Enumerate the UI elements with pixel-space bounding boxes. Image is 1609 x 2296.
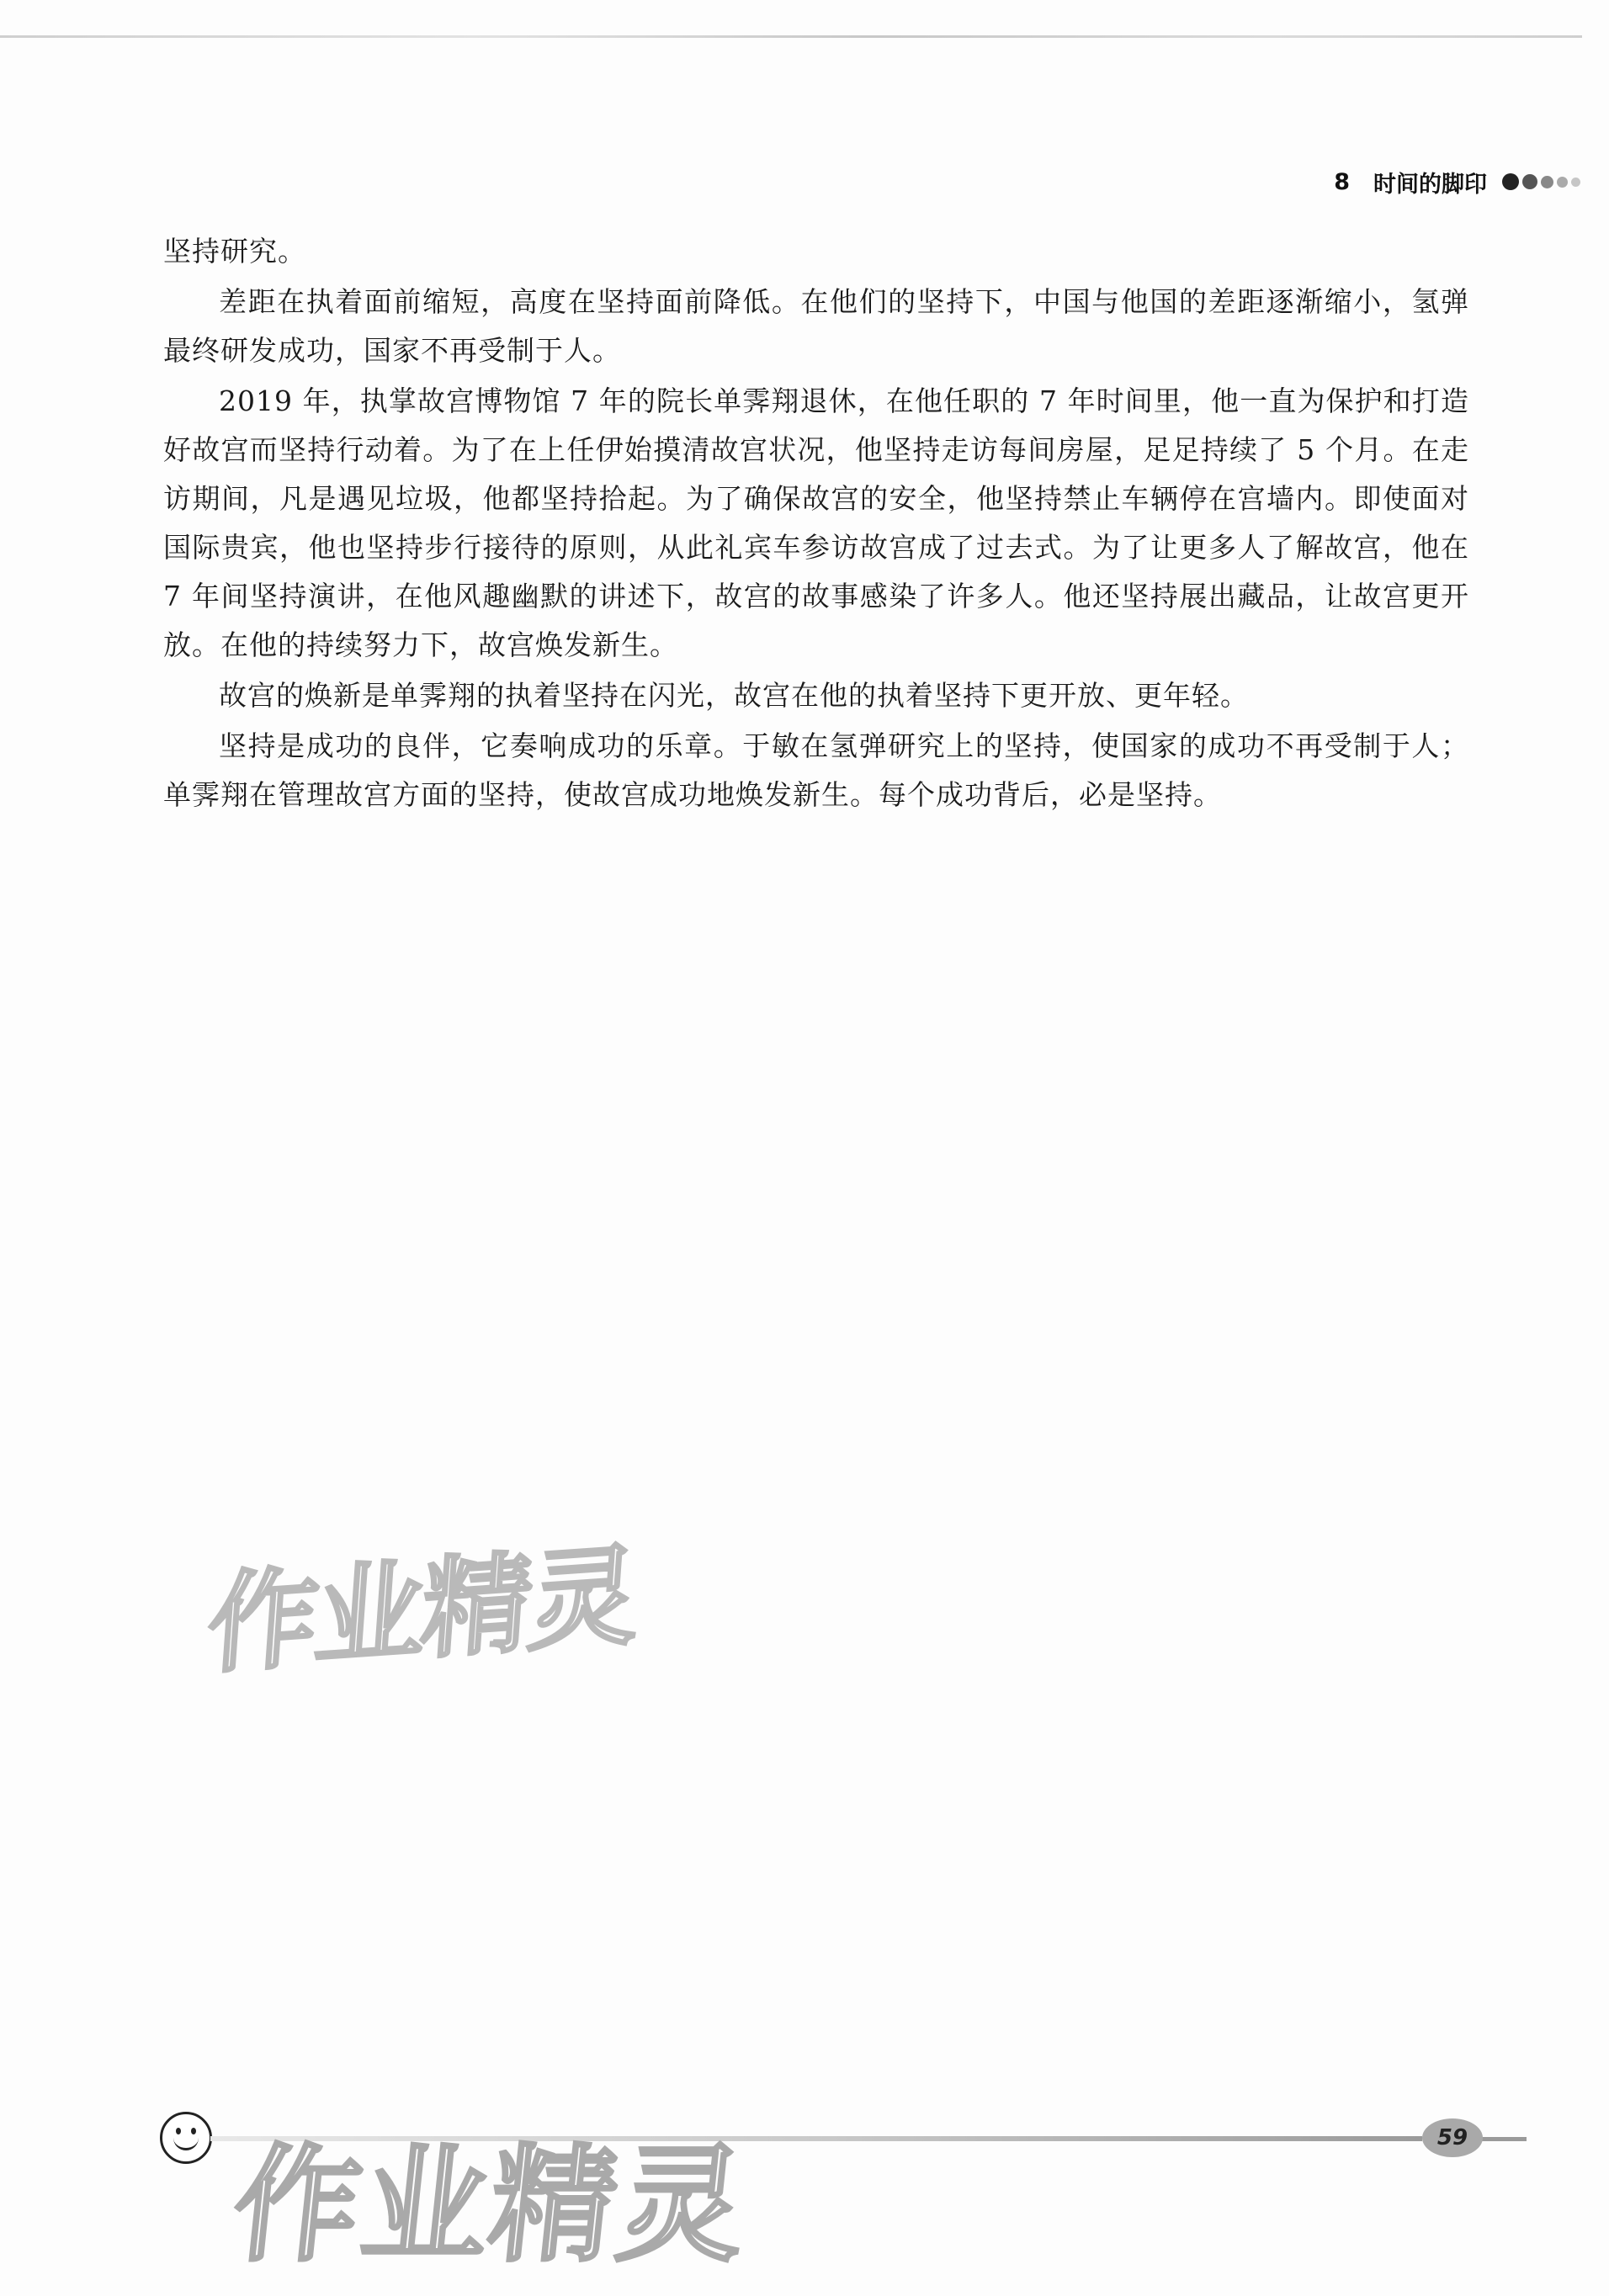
- smiley-icon: [160, 2112, 212, 2164]
- watermark-bottom: 作业精灵: [226, 2133, 754, 2279]
- watermark-middle: 作业精灵: [204, 1531, 640, 1689]
- bottom-rule-tail: [1481, 2137, 1527, 2141]
- paragraph: 差距在执着面前缩短，高度在坚持面前降低。在他们的坚持下，中国与他国的差距逐渐缩小，氢弹最终研发成功，国家不再受制于人。: [163, 285, 1469, 367]
- header-dots-decoration: [1502, 173, 1580, 190]
- top-rule: [0, 35, 1582, 38]
- paragraph: 坚持是成功的良伴，它奏响成功的乐章。于敏在氢弹研究上的坚持，使国家的成功不再受制于人；单霁翔在管理故宫方面的坚持，使故宫成功地焕发新生。每个成功背后，必是坚持。: [163, 729, 1469, 811]
- body-text: [163, 227, 1469, 821]
- paragraph: 2019 年，执掌故宫博物馆 7 年的院长单霁翔退休，在他任职的 7 年时间里，他一直为保护和打造好故宫而坚持行动着。为了在上任伊始摸清故宫状况，他坚持走访每间房屋，足足持续了 5 个月。在走访期间，凡是遇见垃圾，他都坚持拾起。为了确保故宫的安全，他坚持禁止车辆停在宫墙内。即使面对国际贵宾，他也坚持步行接待的原则，从此礼宾车参访故宫成了过去式。为了让更多人了解故宫，他在 7 年间坚持演讲，在他风趣幽默的讲述下，故宫的故事感染了许多人。他还坚持展出藏品，让故宫更开放。在他的持续努力下，故宫焕发新生。: [163, 384, 1469, 661]
- chapter-number: 8: [1334, 168, 1350, 195]
- paragraph: 故宫的焕新是单霁翔的执着坚持在闪光，故宫在他的执着坚持下更开放、更年轻。: [219, 679, 1249, 712]
- page-number: 59: [1422, 2118, 1483, 2157]
- paragraph: 坚持研究。: [163, 235, 306, 268]
- chapter-title: 时间的脚印: [1373, 171, 1487, 198]
- running-head: [1334, 165, 1580, 199]
